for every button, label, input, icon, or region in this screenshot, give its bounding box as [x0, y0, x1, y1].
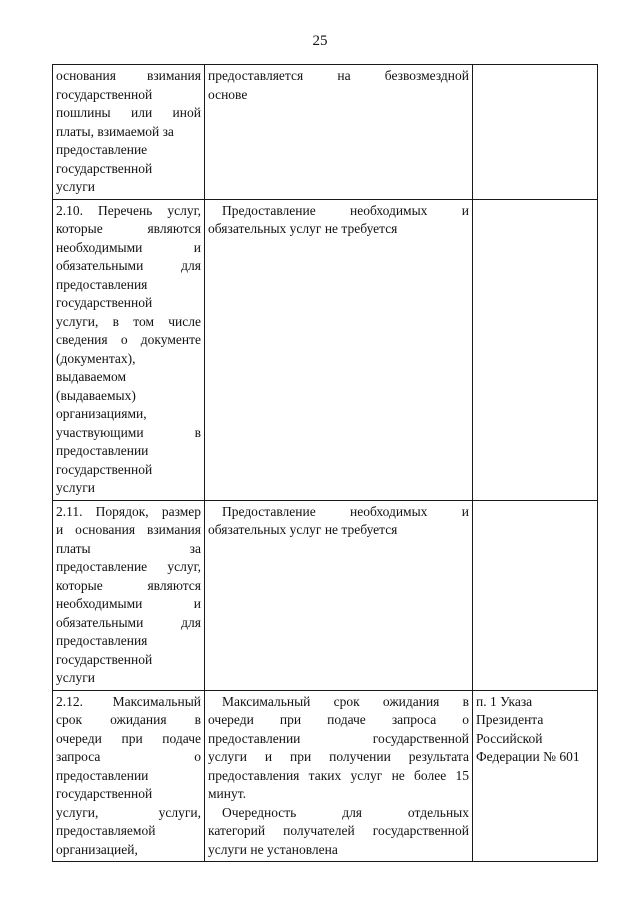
table-row: [53, 65, 598, 200]
text-line: обязательными для: [56, 258, 201, 273]
text-line: обязательными для: [56, 614, 201, 630]
text-line: запроса о: [56, 749, 201, 764]
text-line: предоставления: [56, 276, 148, 292]
table-cell-requirement: [53, 65, 205, 200]
text-line: обязательных услуг не требуется: [208, 221, 398, 236]
text-line: услуги и при получении результата: [208, 749, 469, 764]
text-line: государственной: [56, 86, 153, 102]
text-line: очереди при подаче: [56, 730, 201, 746]
text-line: предоставление: [56, 142, 148, 157]
text-line: услуги: [56, 670, 95, 685]
table-cell-reference: [473, 199, 598, 500]
text-line: Предоставление необходимых и: [222, 202, 469, 218]
table-cell-content: [205, 65, 473, 200]
text-line: предоставляемой: [56, 823, 156, 838]
text-line: очереди при подаче запроса о: [208, 712, 469, 727]
text-line: предоставления таких услуг не более 15: [208, 767, 469, 783]
text-line: государственной: [56, 461, 153, 477]
text-line: категорий получателей государственной: [208, 823, 469, 838]
text-line: которые являются: [56, 577, 201, 593]
text-line: Президента: [476, 712, 544, 727]
text-line: основания взимания: [56, 68, 201, 83]
text-line: 2.12. Максимальный: [56, 693, 201, 709]
table-row: [53, 690, 598, 862]
regulation-table: [52, 64, 598, 862]
table-cell-requirement: [53, 500, 205, 690]
text-line: сведения о документе: [56, 332, 201, 347]
text-line: услуги, услуги,: [56, 804, 201, 820]
text-line: платы за: [56, 540, 201, 556]
text-line: п. 1 Указа: [476, 693, 533, 709]
text-line: предоставляется на безвозмездной: [208, 68, 469, 83]
text-line: основе: [208, 86, 248, 102]
text-line: предоставления: [56, 633, 148, 648]
table-cell-content: [205, 500, 473, 690]
text-line: выдаваемом: [56, 369, 127, 384]
text-line: организацией,: [56, 841, 138, 857]
text-line: государственной: [56, 651, 153, 667]
text-line: государственной: [56, 160, 153, 176]
text-line: и основания взимания: [56, 522, 201, 537]
text-line: Очередность для отдельных: [222, 804, 469, 820]
text-line: (выдаваемых): [56, 387, 136, 403]
text-line: предоставление услуг,: [56, 559, 201, 574]
table-cell-reference: [473, 500, 598, 690]
table-row: [53, 500, 598, 690]
text-line: пошлины или иной: [56, 105, 201, 120]
text-line: Предоставление необходимых и: [222, 503, 469, 519]
text-line: 2.11. Порядок, размер: [56, 503, 201, 519]
text-line: минут.: [208, 786, 247, 801]
text-line: государственной: [56, 786, 153, 801]
text-line: платы, взимаемой за: [56, 123, 174, 139]
table-cell-requirement: [53, 199, 205, 500]
text-line: 2.10. Перечень услуг,: [56, 202, 201, 218]
text-line: (документах),: [56, 350, 136, 366]
text-line: участвующими в: [56, 424, 201, 440]
table-cell-reference: [473, 65, 598, 200]
text-line: Максимальный срок ожидания в: [222, 693, 469, 709]
table-cell-requirement: [53, 690, 205, 862]
text-line: услуги: [56, 179, 95, 194]
table-row: [53, 199, 598, 500]
text-line: Федерации № 601: [476, 749, 580, 764]
text-line: предоставлении: [56, 767, 149, 783]
text-line: предоставлении: [56, 443, 149, 458]
text-line: необходимыми и: [56, 596, 201, 611]
text-line: организациями,: [56, 406, 147, 421]
text-line: государственной: [56, 295, 153, 310]
text-line: услуги не установлена: [208, 841, 338, 857]
table-cell-reference: [473, 690, 598, 862]
text-line: необходимыми и: [56, 239, 201, 255]
table-cell-content: [205, 199, 473, 500]
page-number: 25: [312, 33, 328, 49]
text-line: срок ожидания в: [56, 712, 201, 727]
text-line: обязательных услуг не требуется: [208, 522, 398, 537]
text-line: Российской: [476, 730, 543, 746]
text-line: которые являются: [56, 221, 201, 236]
text-line: услуги: [56, 480, 95, 495]
text-line: предоставлении государственной: [208, 730, 469, 746]
text-line: услуги, в том числе: [56, 313, 201, 329]
table-cell-content: [205, 690, 473, 862]
